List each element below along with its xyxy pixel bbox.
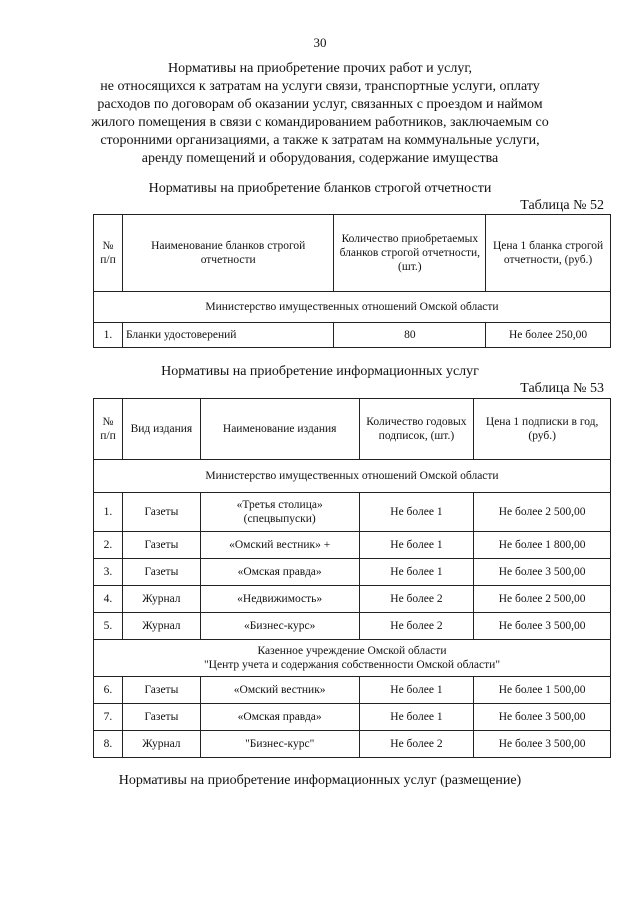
- cell-number: 8.: [94, 731, 123, 758]
- cell-price: Не более 3 500,00: [474, 559, 611, 586]
- cell-title: «Омский вестник»: [200, 677, 359, 704]
- section-title-info-services: Нормативы на приобретение информационных услуг: [161, 364, 479, 379]
- cell-price: Не более 3 500,00: [474, 731, 611, 758]
- cell-number: 1.: [94, 493, 123, 532]
- cell-title: «Бизнес-курс»: [200, 613, 359, 640]
- cell-type: Журнал: [122, 613, 200, 640]
- cell-price: Не более 250,00: [486, 323, 611, 348]
- cell-quantity: Не более 1: [359, 493, 474, 532]
- group-line: Казенное учреждение Омской области: [257, 645, 447, 657]
- heading-line: не относящихся к затратам на услуги связи, транспортные услуги, оплату: [100, 79, 540, 94]
- header-cell: Количество годовых подписок, (шт.): [359, 399, 474, 460]
- group-row: [94, 460, 611, 493]
- table-row: [94, 559, 611, 586]
- cell-number: 2.: [94, 532, 123, 559]
- header-cell: Наименование бланков строгой отчетности: [122, 215, 334, 292]
- table-53: [93, 398, 611, 758]
- header-cell: Цена 1 подписки в год, (руб.): [474, 399, 611, 460]
- cell-price: Не более 1 800,00: [474, 532, 611, 559]
- header-cell: Количество приобретаемых бланков строгой отчетности, (шт.): [334, 215, 486, 292]
- cell-type: Газеты: [122, 532, 200, 559]
- cell-price: Не более 3 500,00: [474, 704, 611, 731]
- table-row: [94, 613, 611, 640]
- cell-price: Не более 1 500,00: [474, 677, 611, 704]
- header-cell: Вид издания: [122, 399, 200, 460]
- cell-number: 6.: [94, 677, 123, 704]
- heading-line: аренду помещений и оборудования, содержание имущества: [141, 151, 499, 166]
- group-row: [94, 640, 611, 677]
- cell-number: 5.: [94, 613, 123, 640]
- cell-title: «Третья столица» (спецвыпуски): [200, 493, 359, 532]
- group-cell: Министерство имущественных отношений Омской области: [94, 460, 611, 493]
- cell-quantity: Не более 1: [359, 532, 474, 559]
- cell-type: Газеты: [122, 704, 200, 731]
- cell-type: Журнал: [122, 586, 200, 613]
- cell-title: «Омская правда»: [200, 559, 359, 586]
- table-row: [94, 704, 611, 731]
- cell-price: Не более 3 500,00: [474, 613, 611, 640]
- heading-line: Нормативы на приобретение прочих работ и услуг,: [168, 61, 472, 76]
- heading-line: расходов по договорам об оказании услуг, связанных с проездом и наймом: [97, 97, 543, 112]
- group-cell: Министерство имущественных отношений Омской области: [94, 292, 611, 323]
- cell-quantity: Не более 1: [359, 559, 474, 586]
- cell-number: 3.: [94, 559, 123, 586]
- cell-title: «Недвижимость»: [200, 586, 359, 613]
- table-header-row: [94, 399, 611, 460]
- cell-quantity: Не более 2: [359, 613, 474, 640]
- cell-quantity: Не более 2: [359, 586, 474, 613]
- header-cell: № п/п: [94, 215, 123, 292]
- cell-price: Не более 2 500,00: [474, 493, 611, 532]
- cell-name: Бланки удостоверений: [122, 323, 334, 348]
- header-cell: Цена 1 бланка строгой отчетности, (руб.): [486, 215, 611, 292]
- heading-line: сторонними организациями, а также к затратам на коммунальные услуги,: [100, 133, 540, 148]
- page-number: 30: [313, 35, 327, 50]
- cell-type: Журнал: [122, 731, 200, 758]
- table-row: [94, 493, 611, 532]
- cell-price: Не более 2 500,00: [474, 586, 611, 613]
- table-row: [94, 731, 611, 758]
- main-heading: [90, 60, 550, 168]
- cell-quantity: Не более 1: [359, 704, 474, 731]
- cell-number: 4.: [94, 586, 123, 613]
- table-row: [94, 586, 611, 613]
- cell-title: "Бизнес-курс": [200, 731, 359, 758]
- table-header-row: [94, 215, 611, 292]
- cell-title: «Омская правда»: [200, 704, 359, 731]
- cell-type: Газеты: [122, 559, 200, 586]
- group-row: [94, 292, 611, 323]
- cell-quantity: 80: [334, 323, 486, 348]
- table-row: [94, 323, 611, 348]
- cell-type: Газеты: [122, 677, 200, 704]
- section-title-forms: Нормативы на приобретение бланков строгой отчетности: [148, 181, 492, 196]
- table-row: [94, 677, 611, 704]
- table-row: [94, 532, 611, 559]
- cell-number: 7.: [94, 704, 123, 731]
- table-label-52: Таблица № 52: [520, 198, 604, 213]
- cell-quantity: Не более 2: [359, 731, 474, 758]
- section-title-placement: Нормативы на приобретение информационных услуг (размещение): [118, 773, 522, 788]
- cell-title: «Омский вестник» +: [200, 532, 359, 559]
- table-label-53: Таблица № 53: [520, 381, 604, 396]
- header-cell: Наименование издания: [200, 399, 359, 460]
- cell-quantity: Не более 1: [359, 677, 474, 704]
- header-cell: № п/п: [94, 399, 123, 460]
- group-line: "Центр учета и содержания собственности Омской области": [203, 659, 501, 671]
- cell-type: Газеты: [122, 493, 200, 532]
- cell-number: 1.: [94, 323, 123, 348]
- group-cell: [94, 640, 611, 677]
- table-52: [93, 214, 611, 348]
- heading-line: жилого помещения в связи с командированием работников, заключаемым со: [91, 115, 549, 130]
